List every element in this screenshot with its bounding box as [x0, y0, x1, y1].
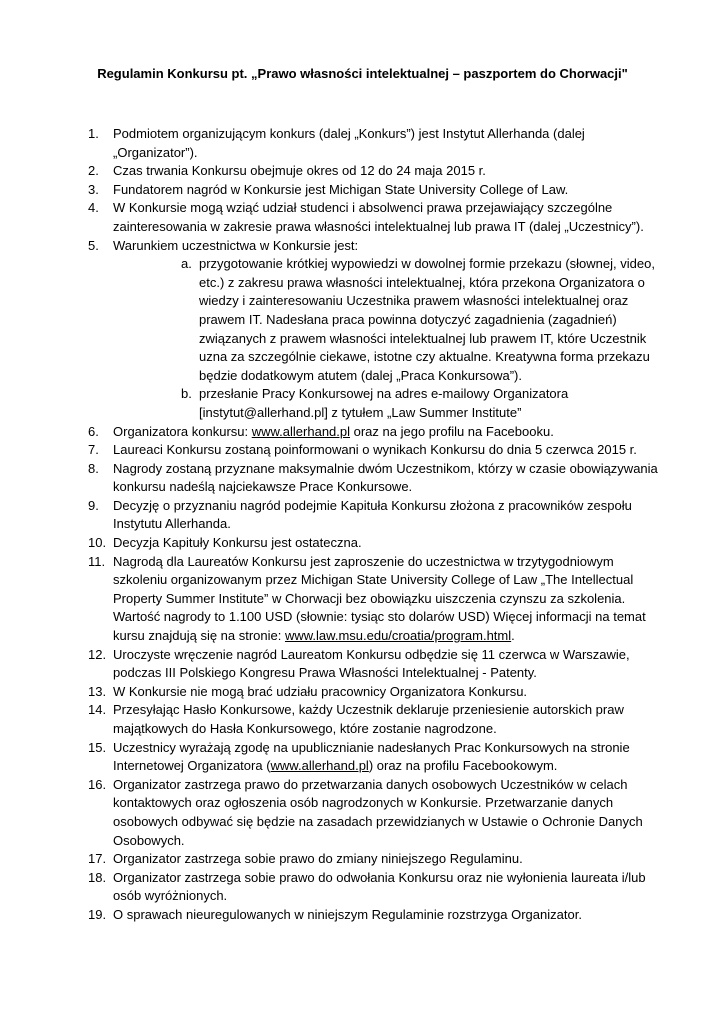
rule-number: 10.	[88, 535, 107, 551]
rule-number: 9.	[88, 497, 99, 513]
rule-text: Fundatorem nagród w Konkursie jest Michigan State University College of Law.	[113, 181, 569, 197]
sub-item	[181, 255, 663, 385]
allerhand-link[interactable]: www.allerhand.pl	[251, 423, 351, 439]
rule-text: Organizator zastrzega prawo do przetwarzania danych osobowych Uczestników w celach kontaktowych oraz ogłoszenia osób nagrodzonych w Konkursie. Przetwarzanie danych osobowych odbywać się będzie na zasadach przewidzianych w Ustawie o Ochronie Danych Osobowych.	[113, 776, 643, 848]
rule-number: 8.	[88, 460, 99, 476]
rule-text: Organizator zastrzega sobie prawo do zmiany niniejszego Regulaminu.	[113, 851, 523, 867]
rule-text: W Konkursie mogą wziąć udział studenci i absolwenci prawa przejawiający szczególne zainteresowania w zakresie prawa własności intelektualnej lub prawa IT (dalej „Uczestnicy”).	[113, 200, 644, 234]
rule-text: .	[511, 628, 515, 644]
rule-text: Czas trwania Konkursu obejmuje okres od 12 do 24 maja 2015 r.	[113, 163, 486, 179]
rule-text: Uroczyste wręczenie nagród Laureatom Konkursu odbędzie się 11 czerwca w Warszawie, podczas III Polskiego Kongresu Prawa Własności Intelektualnej - Patenty.	[113, 646, 630, 681]
rule-number: 5.	[88, 237, 99, 253]
rule-text: Uczestnicy wyrażają zgodę na upublicznianie nadesłanych Prac Konkursowych na stronie Internetowej Organizatora (	[113, 739, 630, 774]
rule-item	[88, 553, 663, 646]
rule-number: 6.	[88, 423, 99, 439]
rule-text: ) oraz na profilu Facebookowym.	[368, 758, 558, 774]
rule-number: 16.	[88, 776, 107, 792]
rule-item	[88, 534, 663, 553]
rule-item	[88, 497, 663, 534]
rule-item	[88, 646, 663, 683]
rule-text: Warunkiem uczestnictwa w Konkursie jest:	[113, 237, 359, 253]
rule-number: 15.	[88, 739, 107, 755]
sub-text: przesłanie Pracy Konkursowej na adres e-mailowy Organizatora [instytut@allerhand.pl] z tytułem „Law Summer Institute”	[199, 386, 569, 420]
rule-text: oraz na jego profilu na Facebooku.	[350, 423, 554, 439]
sub-text: przygotowanie krótkiej wypowiedzi w dowolnej formie przekazu (słownej, video, etc.) z zakresu prawa własności intelektualnej, która przekona Organizatora o wiedzy i zainteresowaniu Uczestnika prawem własności intelektualnej oraz prawem IT. Nadesłana praca powinna dotyczyć zagadnienia (zagadnień) związanych z prawem własności intelektualnej lub prawem IT, które Uczestnik uzna za szczególnie ciekawe, istotne czy aktualne. Kreatywna forma przekazu będzie dodatkowym atutem (dalej „Praca Konkursowa”).	[199, 256, 655, 383]
rule-item	[88, 125, 663, 162]
rule-text: W Konkursie nie mogą brać udziału pracownicy Organizatora Konkursu.	[113, 683, 528, 699]
rule-number: 13.	[88, 683, 107, 699]
rule-item	[88, 683, 663, 702]
rule-item	[88, 181, 663, 200]
rule-number: 12.	[88, 646, 107, 662]
rule-text: Organizator zastrzega sobie prawo do odwołania Konkursu oraz nie wyłonienia laureata i/lub osób wyróżnionych.	[113, 869, 646, 904]
rule-number: 17.	[88, 851, 107, 867]
rule-item	[88, 441, 663, 460]
rule-text: Podmiotem organizującym konkurs (dalej „Konkurs”) jest Instytut Allerhanda (dalej „Organizator”).	[113, 126, 585, 160]
rule-number: 1.	[88, 126, 99, 141]
rule-number: 14.	[88, 702, 107, 718]
rule-text: O sprawach nieuregulowanych w niniejszym Regulaminie rozstrzyga Organizator.	[113, 906, 582, 922]
sub-item	[181, 385, 663, 422]
rule-item	[88, 701, 663, 738]
rule-text: Przesyłając Hasło Konkursowe, każdy Uczestnik deklaruje przeniesienie autorskich praw majątkowych do Hasła Konkursowego, które zostanie nagrodzone.	[113, 702, 624, 736]
rule-item	[88, 423, 663, 442]
rule-text: Nagrodą dla Laureatów Konkursu jest zaproszenie do uczestnictwa w trzytygodniowym szkoleniu organizowanym przez Michigan State University College of Law „The Intellectual Property Summer Institute” w Chorwacji bez obowiązku uiszczenia czynszu za szkolenia. Wartość nagrody to 1.100 USD (słownie: tysiąc sto dolarów USD) Więcej informacji na temat kursu znajdują się na stronie:	[113, 553, 646, 644]
rule-item	[88, 199, 663, 236]
rule-number: 4.	[88, 200, 99, 216]
sub-number: a.	[181, 256, 192, 272]
document-title: Regulamin Konkursu pt. „Prawo własności intelektualnej – paszportem do Chorwacji"	[97, 66, 628, 81]
rule-number: 2.	[88, 163, 99, 179]
rules-list	[88, 125, 663, 925]
rule-item	[88, 237, 663, 423]
rule-item	[88, 906, 663, 925]
rule-number: 19.	[88, 906, 107, 922]
rule-item	[88, 739, 663, 776]
sub-list	[113, 255, 663, 422]
rule-item	[88, 162, 663, 181]
rule-number: 11.	[88, 553, 106, 569]
rule-text: Organizatora konkursu:	[113, 423, 252, 439]
rule-text: Decyzja Kapituły Konkursu jest ostateczna.	[113, 535, 362, 551]
rule-item	[88, 776, 663, 850]
rule-text: Decyzję o przyznaniu nagród podejmie Kapituła Konkursu złożona z pracowników zespołu Instytutu Allerhanda.	[113, 497, 632, 532]
rule-item	[88, 850, 663, 869]
rule-number: 18.	[88, 869, 107, 885]
rule-text: Nagrody zostaną przyznane maksymalnie dwóm Uczestnikom, którzy w czasie obowiązywania konkursu nadeślą najciekawsze Prace Konkursowe.	[113, 460, 658, 495]
sub-number: b.	[181, 386, 192, 402]
rule-number: 3.	[88, 181, 99, 197]
allerhand-link[interactable]: www.allerhand.pl	[270, 758, 369, 774]
rule-item	[88, 869, 663, 906]
rule-item	[88, 460, 663, 497]
msu-program-link[interactable]: www.law.msu.edu/croatia/program.html	[284, 628, 512, 644]
rule-text: Laureaci Konkursu zostaną poinformowani o wynikach Konkursu do dnia 5 czerwca 2015 r.	[113, 442, 637, 458]
rule-number: 7.	[88, 442, 99, 458]
